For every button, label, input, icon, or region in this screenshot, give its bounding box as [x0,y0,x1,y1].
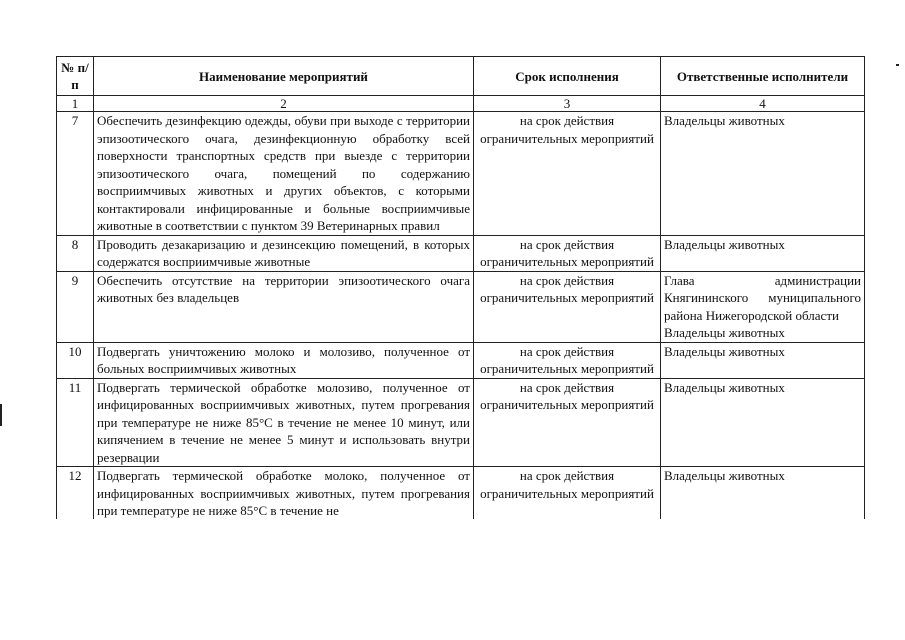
deadline: на срок действия ограничительных мероприятий [474,271,661,342]
measure-name [94,467,474,520]
deadline: на срок действия ограничительных мероприятий [474,112,661,236]
responsible-line: Владельцы животных [664,113,785,128]
header-resp: Ответственные исполнители [661,57,865,96]
measure-name: Обеспечить отсутствие на территории эпизоотического очага животных без владельцев [94,271,474,342]
table-row [57,112,865,236]
responsible-line: Владельцы животных [664,325,785,340]
row-number: 7 [57,112,94,236]
measure-name: Проводить дезакаризацию и дезинсекцию помещений, в которых содержатся восприимчивые животные [94,235,474,271]
responsible [661,235,865,271]
responsible [661,112,865,236]
responsible [661,378,865,467]
responsible [661,342,865,378]
responsible-line: Владельцы животных [664,343,785,359]
index-cell: 1 [57,96,94,112]
header-num: № п/п [57,57,94,96]
measure-name: Обеспечить дезинфекцию одежды, обуви при выходе с территории эпизоотического очага, дезинфекционную обработку всей поверхности транспортных средств при выезде с территории эпизоотического очага, помещений по содержанию восприимчивых животных и других объектов, с которыми контактировали инфицированные и больные восприимчивые животные в соответствии с пунктом 39 Ветеринарных правил [94,112,474,236]
measure-name-text: Подвергать термической обработке молоко, полученное от инфицированных восприимчивых животных, путем прогревания при температуре не ниже 85°С в течение не [97,468,470,518]
table-header-row [57,57,865,96]
deadline: на срок действия ограничительных мероприятий [474,467,661,520]
table-row [57,342,865,378]
table-row [57,467,865,520]
row-number: 10 [57,342,94,378]
responsible-line: Глава администрации Княгининского муниципального района Нижегородской области [664,272,861,323]
responsible-line: Владельцы животных [664,379,785,395]
index-cell: 4 [661,96,865,112]
responsible [661,271,865,342]
index-cell: 2 [94,96,474,112]
measure-name: Подвергать термической обработке молозиво, полученное от инфицированных восприимчивых животных, путем прогревания при температуре не ниже 85°С в течение не менее 10 минут, или кипячением в течение не менее 5 минут и использовать внутри резервации [94,378,474,467]
measure-name: Подвергать уничтожению молоко и молозиво, полученное от больных восприимчивых животных [94,342,474,378]
responsible [661,467,865,520]
scan-artifact-left [0,404,2,426]
scan-artifact-right [896,64,899,66]
row-number: 8 [57,235,94,271]
column-index-row [57,96,865,112]
header-term: Срок исполнения [474,57,661,96]
deadline: на срок действия ограничительных мероприятий [474,235,661,271]
deadline: на срок действия ограничительных мероприятий [474,342,661,378]
table-row [57,235,865,271]
header-name: Наименование мероприятий [94,57,474,96]
responsible-line: Владельцы животных [664,236,785,252]
deadline: на срок действия ограничительных мероприятий [474,378,661,467]
measures-table [56,56,865,519]
responsible-line: Владельцы животных [664,468,785,483]
row-number: 12 [57,467,94,520]
table-row [57,271,865,342]
index-cell: 3 [474,96,661,112]
row-number: 11 [57,378,94,467]
table-row [57,378,865,467]
row-number: 9 [57,271,94,342]
